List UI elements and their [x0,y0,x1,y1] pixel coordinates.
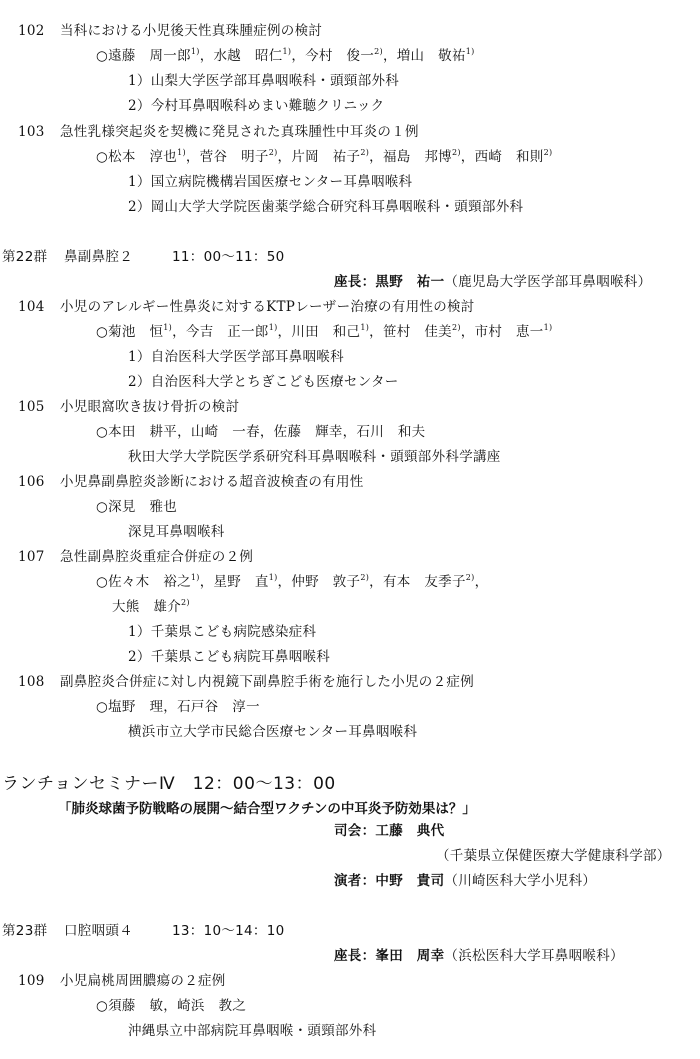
affiliation: 2）岡山大学大学院医歯薬学総合研究科耳鼻咽喉科・頭頸部外科 [128,199,524,215]
session-time: 13：10～14：10 [172,923,285,939]
affiliation: 沖縄県立中部病院耳鼻咽喉・頭頸部外科 [128,1023,377,1039]
abstract-authors: ○塩野 理，石戸谷 淳一 [96,699,260,715]
chair-affiliation: （浜松医科大学耳鼻咽喉科） [444,948,624,964]
session-topic: 鼻副鼻腔２ [64,249,133,265]
affiliation: 1）山梨大学医学部耳鼻咽喉科・頭頸部外科 [128,73,400,89]
abstract-number: 102 [18,23,45,39]
abstract-number: 104 [18,299,45,315]
affiliation: 1）千葉県こども病院感染症科 [128,624,317,640]
abstract-authors: ○佐々木 裕之$^{1)}$，星野 直$^{1)}$，仲野 敦子$^{2)}$，有本 友季子$^{2)}$， [96,573,489,590]
affiliation: 深見耳鼻咽喉科 [128,524,225,540]
moderator-affiliation: （千葉県立保健医療大学健康科学部） [436,848,671,864]
abstract-title: 小児扁桃周囲膿瘍の２症例 [60,973,226,989]
affiliation: 秋田大学大学院医学系研究科耳鼻咽喉科・頭頸部外科学講座 [128,449,501,465]
moderator-name: 工藤 典代 [375,823,445,839]
luncheon-seminar-subtitle: 「肺炎球菌予防戦略の展開～結合型ワクチンの中耳炎予防効果は？」 [58,801,476,817]
session-group-name: 第23群 [2,923,48,939]
chair-line [334,273,651,291]
chair-name: 黒野 祐一 [375,274,445,290]
abstract-title: 小児鼻副鼻腔炎診断における超音波検査の有用性 [60,474,364,490]
abstract-number: 109 [18,973,45,989]
session-group-name: 第22群 [2,249,48,265]
abstract-authors: ○遠藤 周一郎$^{1)}$，水越 昭仁$^{1)}$，今村 俊一$^{2)}$，増山 敬祐$^{1)}$ [96,47,475,64]
affiliation: 横浜市立大学市民総合医療センター耳鼻咽喉科 [128,724,418,740]
speaker-affiliation: （川崎医科大学小児科） [444,873,597,889]
affiliation: 1）国立病院機構岩国医療センター耳鼻咽喉科 [128,174,413,190]
abstract-authors: ○松本 淳也$^{1)}$，菅谷 明子$^{2)}$，片岡 祐子$^{2)}$，福島 邦博$^{2)}$，西崎 和則$^{2)}$ [96,148,553,165]
abstract-number: 108 [18,674,45,690]
moderator-line [334,822,444,840]
luncheon-seminar-title: ランチョンセミナーⅣ 12：00～13：00 [2,774,336,794]
abstract-number: 106 [18,474,45,490]
abstract-title: 急性副鼻腔炎重症合併症の２例 [60,549,254,565]
abstract-title: 小児のアレルギー性鼻炎に対するKTPレーザー治療の有用性の検討 [60,299,475,315]
abstract-title: 急性乳様突起炎を契機に発見された真珠腫性中耳炎の１例 [60,124,419,140]
speaker-line [334,872,596,890]
affiliation: 2）千葉県こども病院耳鼻咽喉科 [128,649,331,665]
abstract-title: 小児眼窩吹き抜け骨折の検討 [60,399,240,415]
affiliation: 1）自治医科大学医学部耳鼻咽喉科 [128,349,344,365]
abstract-title: 副鼻腔炎合併症に対し内視鏡下副鼻腔手術を施行した小児の２症例 [60,674,474,690]
abstract-authors: ○菊池 恒$^{1)}$，今吉 正一郎$^{1)}$，川田 和己$^{1)}$，笹村 佳美$^{2)}$，市村 恵一$^{1)}$ [96,323,553,340]
session-time: 11：00～11：50 [172,249,285,265]
abstract-authors: ○本田 耕平，山崎 一春，佐藤 輝幸，石川 和夫 [96,424,426,440]
chair-line [334,947,624,965]
chair-affiliation: （鹿児島大学医学部耳鼻咽喉科） [444,274,652,290]
abstract-number: 103 [18,124,45,140]
abstract-title: 当科における小児後天性真珠腫症例の検討 [60,23,323,39]
speaker-label: 演者： [334,873,376,889]
abstract-authors-continued: 大熊 雄介$^{2)}$ [112,598,190,615]
moderator-label: 司会： [334,823,376,839]
abstract-authors: ○深見 雅也 [96,499,178,515]
abstract-number: 107 [18,549,45,565]
chair-name: 峯田 周幸 [375,948,445,964]
chair-label: 座長： [334,948,376,964]
abstract-authors: ○須藤 敏，崎浜 教之 [96,998,247,1014]
speaker-name: 中野 貴司 [375,873,445,889]
abstract-number: 105 [18,399,45,415]
chair-label: 座長： [334,274,376,290]
affiliation: 2）今村耳鼻咽喉科めまい難聴クリニック [128,98,385,114]
affiliation: 2）自治医科大学とちぎこども医療センター [128,374,399,390]
session-topic: 口腔咽頭４ [64,923,133,939]
